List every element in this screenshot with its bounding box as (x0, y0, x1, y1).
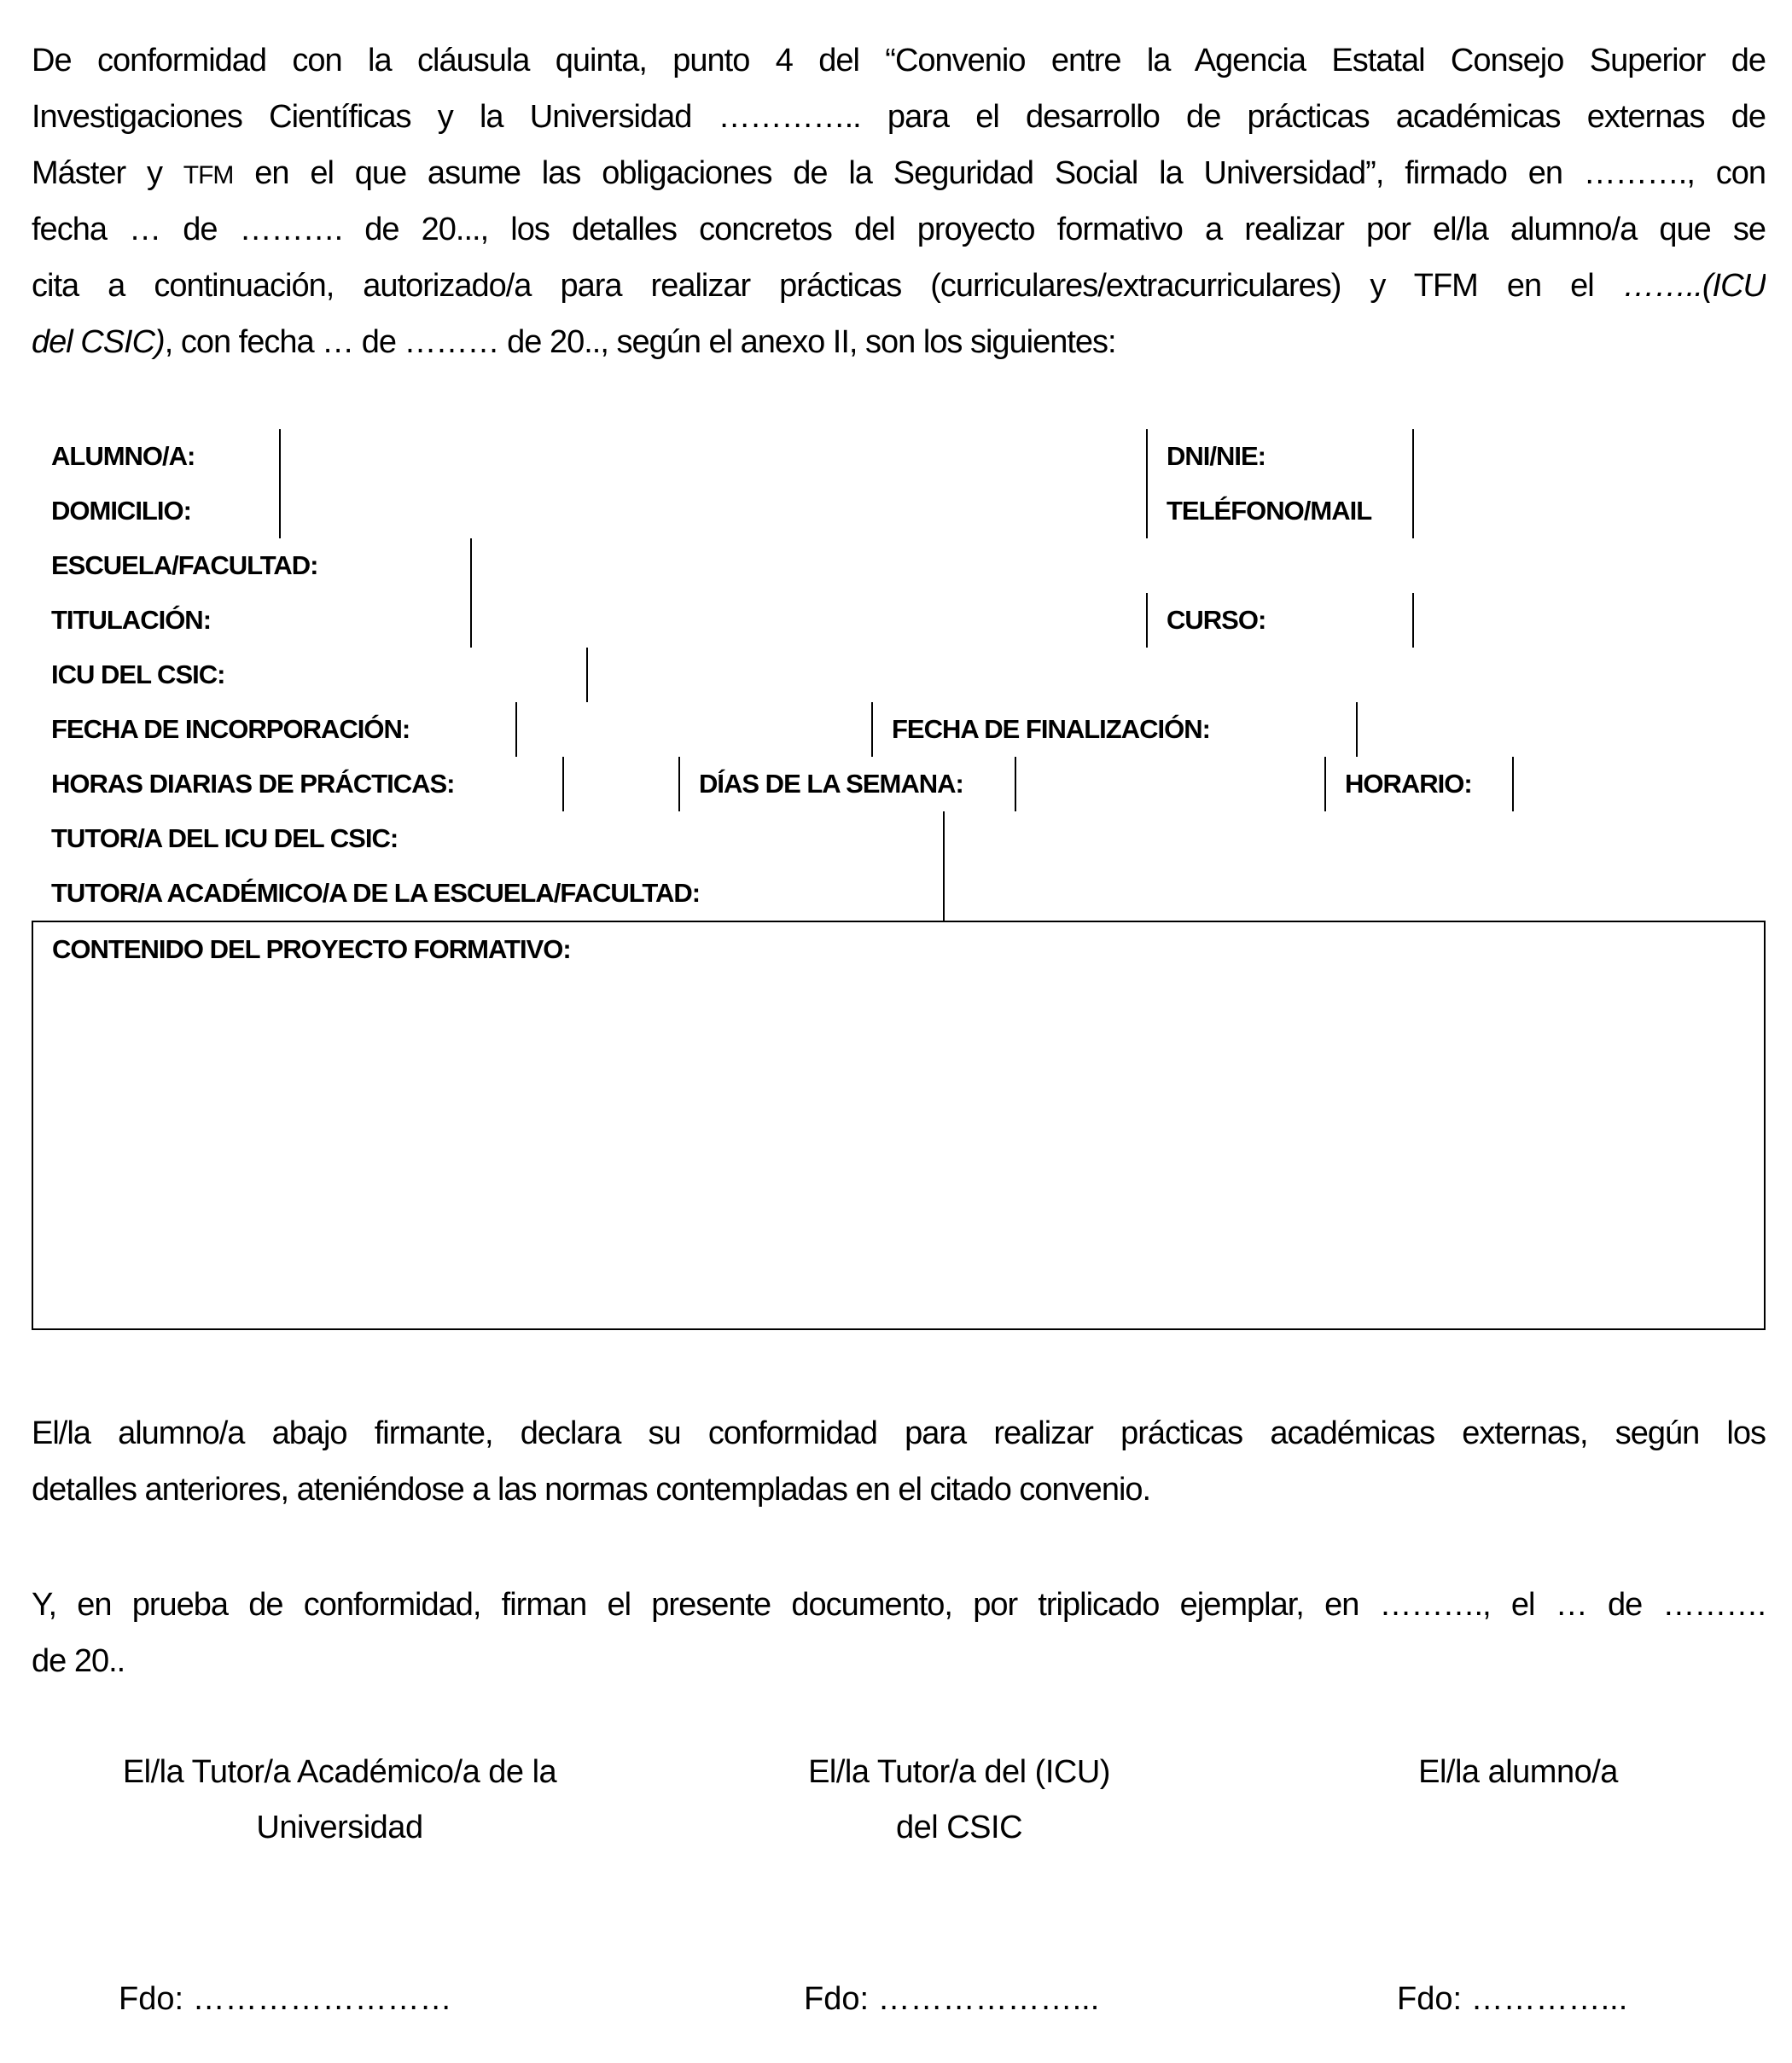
label-horario: HORARIO: (1325, 757, 1513, 811)
label-tutor-academico: TUTOR/A ACADÉMICO/A DE LA ESCUELA/FACULTAD: (32, 866, 944, 921)
declaration-line: detalles anteriores, ateniéndose a las normas contempladas en el citado convenio. (32, 1472, 1151, 1508)
label-icu: ICU DEL CSIC: (32, 648, 587, 702)
label-horas: HORAS DIARIAS DE PRÁCTICAS: (32, 757, 563, 811)
label-tutor-icu: TUTOR/A DEL ICU DEL CSIC: (32, 811, 944, 866)
label-escuela: ESCUELA/FACULTAD: (32, 538, 471, 593)
label-telefono: TELÉFONO/MAIL (1147, 484, 1413, 538)
field-contenido[interactable] (32, 921, 1765, 1329)
field-dias[interactable] (1015, 757, 1325, 811)
label-fecha-finalizacion: FECHA DE FINALIZACIÓN: (872, 702, 1357, 757)
signature-title: El/la alumno/a (1418, 1754, 1618, 1790)
intro-line: Máster y TFM en el que asume las obligaciones de la Seguridad Social la Universidad”, firmado en ………., con (32, 155, 1766, 191)
intro-line: fecha … de ………. de 20..., los detalles concretos del proyecto formativo a realizar por el/la alumno/a que se (32, 212, 1766, 247)
field-tutor-academico[interactable] (944, 866, 1765, 921)
intro-line: Investigaciones Científicas y la Universidad ………….. para el desarrollo de prácticas académicas externas de (32, 99, 1766, 135)
closing-line: de 20.. (32, 1643, 125, 1679)
field-horas[interactable] (563, 757, 679, 811)
signature-title: Universidad (256, 1810, 423, 1845)
declaration-paragraph (32, 1405, 1766, 1518)
fdo-alumno[interactable]: Fdo: …………... (1397, 1981, 1628, 2017)
label-domicilio: DOMICILIO: (32, 484, 280, 538)
field-curso[interactable] (1413, 593, 1765, 648)
intro-paragraph (32, 32, 1766, 370)
field-titulacion[interactable] (471, 593, 1147, 648)
field-fecha-finalizacion[interactable] (1357, 702, 1765, 757)
signature-title: El/la Tutor/a Académico/a de la (122, 1754, 557, 1790)
intro-line: cita a continuación, autorizado/a para realizar prácticas (curriculares/extracurriculares) y TFM en el ……..(ICU (32, 268, 1766, 304)
field-fecha-incorporacion[interactable] (516, 702, 872, 757)
intro-line: del CSIC), con fecha … de ……… de 20.., según el anexo II, son los siguientes: (32, 324, 1116, 360)
closing-paragraph (32, 1577, 1766, 1689)
student-form-table (32, 429, 1766, 1330)
fdo-tutor-icu[interactable]: Fdo: ………………... (804, 1981, 1100, 2017)
field-horario[interactable] (1513, 757, 1765, 811)
signature-tutor-academico (41, 1745, 638, 1856)
field-alumno[interactable] (280, 429, 1147, 484)
label-fecha-incorporacion: FECHA DE INCORPORACIÓN: (32, 702, 516, 757)
signature-tutor-icu (660, 1745, 1258, 1856)
intro-line: De conformidad con la cláusula quinta, punto 4 del “Convenio entre la Agencia Estatal Consejo Superior de (32, 43, 1766, 78)
field-domicilio[interactable] (280, 484, 1147, 538)
label-titulacion: TITULACIÓN: (32, 593, 471, 648)
label-curso: CURSO: (1147, 593, 1413, 648)
field-tutor-icu[interactable] (944, 811, 1765, 866)
label-alumno: ALUMNO/A: (32, 429, 280, 484)
field-icu[interactable] (587, 648, 1765, 702)
signature-alumno (1219, 1745, 1792, 1800)
field-dni[interactable] (1413, 429, 1765, 484)
label-contenido: CONTENIDO DEL PROYECTO FORMATIVO: (52, 934, 571, 964)
signature-title: del CSIC (895, 1810, 1023, 1845)
declaration-line: El/la alumno/a abajo firmante, declara su conformidad para realizar prácticas académicas externas, según los (32, 1415, 1766, 1451)
signature-title: El/la Tutor/a del (ICU) (808, 1754, 1110, 1790)
closing-line: Y, en prueba de conformidad, firman el presente documento, por triplicado ejemplar, en ………., el … de ………. (32, 1587, 1766, 1623)
fdo-tutor-academico[interactable]: Fdo: …………………… (119, 1981, 452, 2017)
label-dias: DÍAS DE LA SEMANA: (679, 757, 1015, 811)
field-escuela[interactable] (471, 538, 1765, 593)
field-telefono[interactable] (1413, 484, 1765, 538)
label-dni: DNI/NIE: (1147, 429, 1413, 484)
